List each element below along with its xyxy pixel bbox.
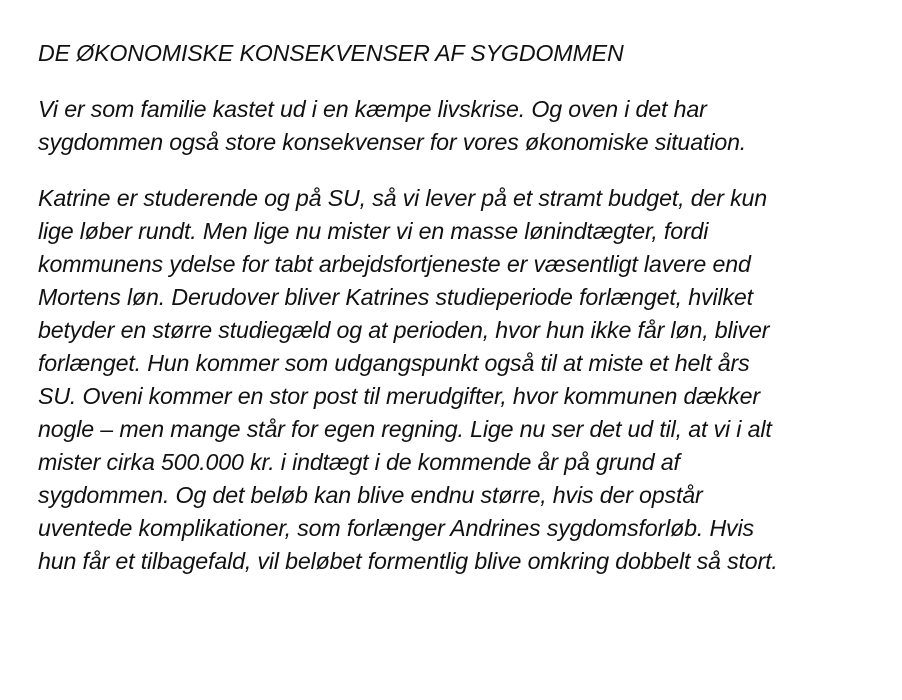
text-line: SU. Oveni kommer en stor post til merudgifter, hvor kommunen dækker [38,383,760,409]
paragraph-intro [38,93,888,159]
text-line: nogle – men mange står for egen regning. Lige nu ser det ud til, at vi i alt [38,416,772,442]
text-line: mister cirka 500.000 kr. i indtægt i de kommende år på grund af [38,449,680,475]
document-title: DE ØKONOMISKE KONSEKVENSER AF SYGDOMMEN [38,40,624,66]
text-line: sygdommen også store konsekvenser for vores økonomiske situation. [38,129,747,155]
text-line: sygdommen. Og det beløb kan blive endnu større, hvis der opstår [38,482,703,508]
text-line: Vi er som familie kastet ud i en kæmpe livskrise. Og oven i det har [38,96,707,122]
paragraph-economy [38,182,888,578]
document-page [38,37,888,601]
text-line: betyder en større studiegæld og at perioden, hvor hun ikke får løn, bliver [38,317,770,343]
text-line: Katrine er studerende og på SU, så vi lever på et stramt budget, der kun [38,185,768,211]
text-line: hun får et tilbagefald, vil beløbet formentlig blive omkring dobbelt så stort. [38,548,778,574]
text-line: Mortens løn. Derudover bliver Katrines studieperiode forlænget, hvilket [38,284,753,310]
text-line: uventede komplikationer, som forlænger Andrines sygdomsforløb. Hvis [38,515,754,541]
text-line: lige løber rundt. Men lige nu mister vi en masse lønindtægter, fordi [38,218,709,244]
text-line: kommunens ydelse for tabt arbejdsfortjeneste er væsentligt lavere end [38,251,751,277]
text-line: forlænget. Hun kommer som udgangspunkt også til at miste et helt års [38,350,750,376]
